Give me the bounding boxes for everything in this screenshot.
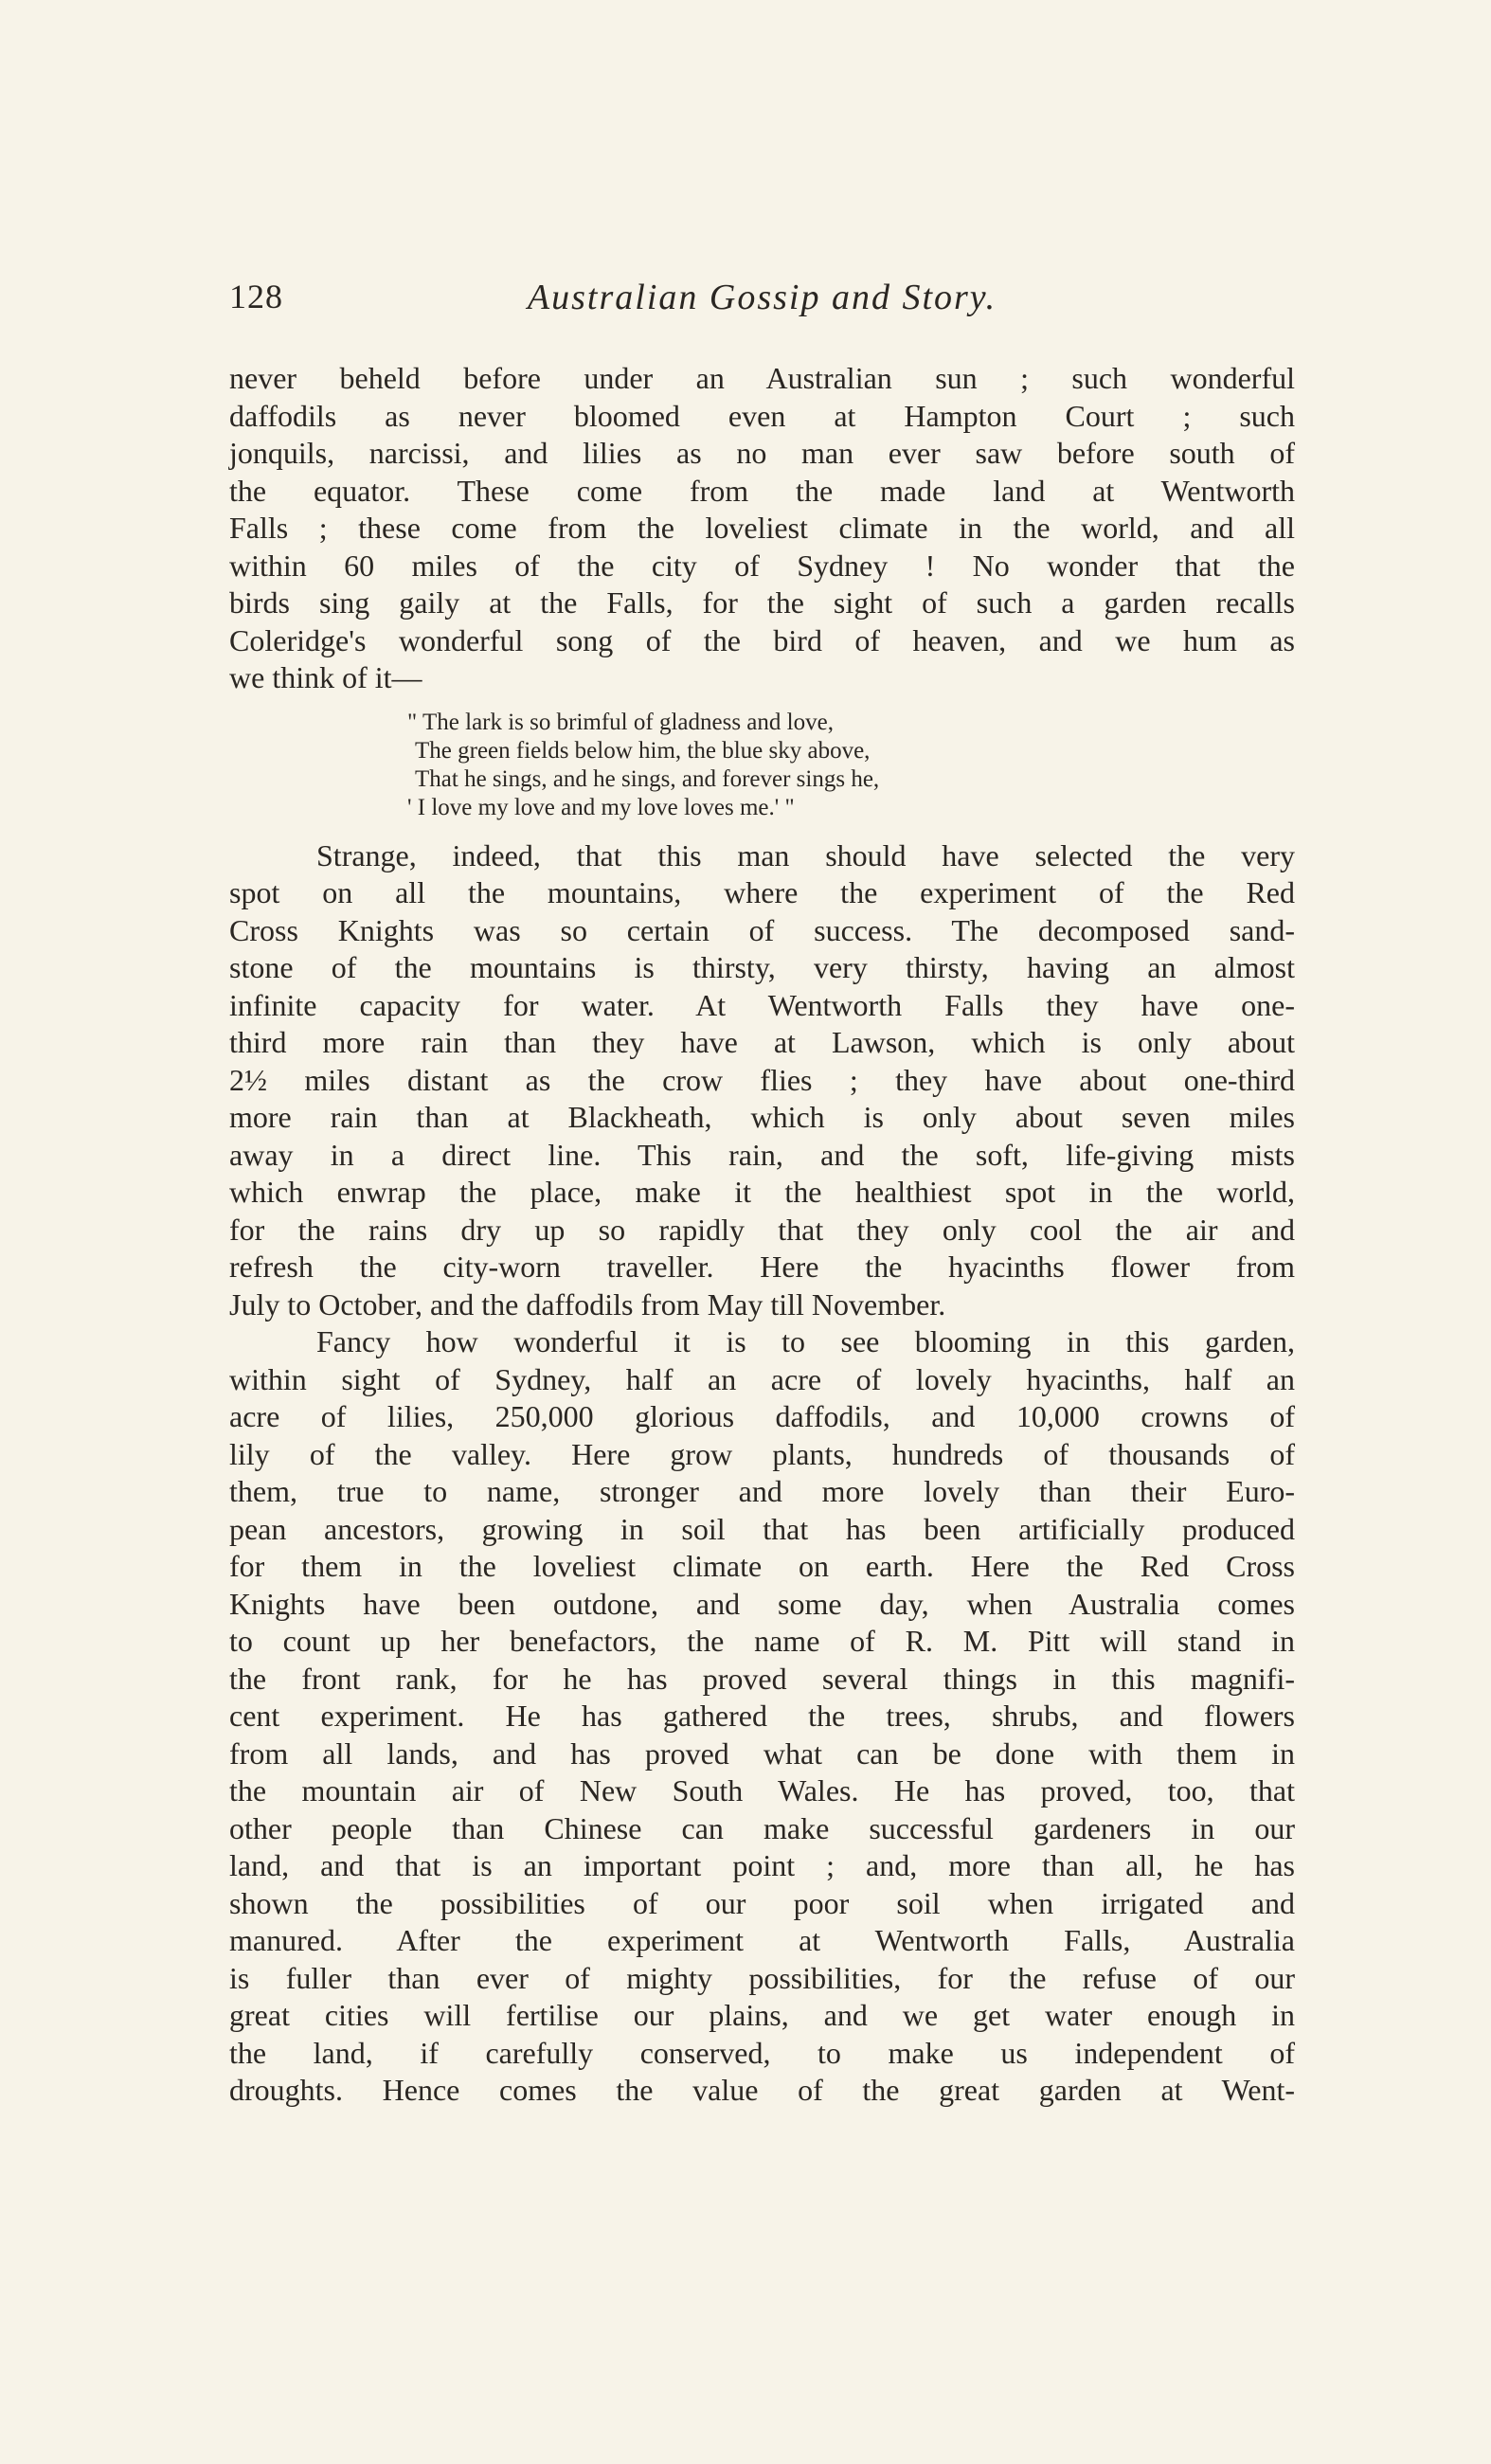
- text-line: the mountain air of New South Wales. He has proved, too, that: [229, 1773, 1295, 1808]
- text-line: for the rains dry up so rapidly that they only cool the air and: [229, 1212, 1295, 1247]
- text-line: Falls ; these come from the loveliest climate in the world, and all: [229, 511, 1295, 545]
- text-line: the equator. These come from the made land at Wentworth: [229, 473, 1295, 508]
- text-line: refresh the city-worn traveller. Here the hyacinths flower from: [229, 1250, 1295, 1284]
- paragraph-2: [229, 837, 1295, 1324]
- text-line: Cross Knights was so certain of success. The decomposed sand-: [229, 912, 1295, 947]
- text-line: Strange, indeed, that this man should have selected the very: [316, 837, 1295, 872]
- poem-line: That he sings, and he sings, and forever sings he,: [415, 765, 880, 792]
- text-line: lily of the valley. Here grow plants, hundreds of thousands of: [229, 1436, 1295, 1471]
- text-line: the land, if carefully conserved, to make us independent of: [229, 2035, 1295, 2070]
- text-line: more rain than at Blackheath, which is only about seven miles: [229, 1100, 1295, 1134]
- text-line: we think of it—: [229, 660, 422, 694]
- poem-line: " The lark is so brimful of gladness and love,: [407, 709, 834, 735]
- text-line: Knights have been outdone, and some day, when Australia comes: [229, 1586, 1295, 1621]
- text-line: for them in the loveliest climate on earth. Here the Red Cross: [229, 1549, 1295, 1583]
- text-line: jonquils, narcissi, and lilies as no man ever saw before south of: [229, 436, 1295, 470]
- text-line: infinite capacity for water. At Wentworth Falls they have one-: [229, 987, 1295, 1022]
- text-line: within sight of Sydney, half an acre of lovely hyacinths, half an: [229, 1361, 1295, 1396]
- poem-line: ' I love my love and my love loves me.' ": [407, 794, 795, 820]
- text-line: away in a direct line. This rain, and the soft, life-giving mists: [229, 1137, 1295, 1172]
- text-line: pean ancestors, growing in soil that has been artificially produced: [229, 1511, 1295, 1546]
- paragraph-3: [229, 1323, 1295, 2110]
- text-line: Coleridge's wonderful song of the bird of heaven, and we hum as: [229, 622, 1295, 657]
- text-line: is fuller than ever of mighty possibilities, for the refuse of our: [229, 1960, 1295, 1995]
- paragraph-1: [229, 360, 1295, 697]
- text-line: Fancy how wonderful it is to see blooming in this garden,: [316, 1324, 1295, 1358]
- running-head: [229, 277, 1295, 324]
- text-line: daffodils as never bloomed even at Hampton Court ; such: [229, 398, 1295, 433]
- text-line: which enwrap the place, make it the healthiest spot in the world,: [229, 1175, 1295, 1209]
- text-line: 2½ miles distant as the crow flies ; they have about one-third: [229, 1062, 1295, 1097]
- text-line: cent experiment. He has gathered the trees, shrubs, and flowers: [229, 1699, 1295, 1733]
- text-line: manured. After the experiment at Wentworth Falls, Australia: [229, 1923, 1295, 1957]
- text-line: great cities will fertilise our plains, and we get water enough in: [229, 1998, 1295, 2032]
- text-line: third more rain than they have at Lawson, which is only about: [229, 1025, 1295, 1059]
- poem-quote: [229, 709, 1295, 822]
- page-number: 128: [229, 278, 283, 315]
- text-line: the front rank, for he has proved several things in this magnifi-: [229, 1661, 1295, 1696]
- text-line: July to October, and the daffodils from May till November.: [229, 1286, 946, 1322]
- text-line: other people than Chinese can make successful gardeners in our: [229, 1810, 1295, 1845]
- body-text: [229, 360, 1295, 2110]
- text-line: within 60 miles of the city of Sydney ! No wonder that the: [229, 548, 1295, 583]
- text-line: from all lands, and has proved what can be done with them in: [229, 1736, 1295, 1771]
- text-line: acre of lilies, 250,000 glorious daffodils, and 10,000 crowns of: [229, 1399, 1295, 1433]
- text-line: droughts. Hence comes the value of the great garden at Went-: [229, 2073, 1295, 2107]
- text-line: never beheld before under an Australian sun ; such wonderful: [229, 361, 1295, 395]
- text-line: shown the possibilities of our poor soil when irrigated and: [229, 1885, 1295, 1920]
- text-line: them, true to name, stronger and more lovely than their Euro-: [229, 1474, 1295, 1508]
- text-line: stone of the mountains is thirsty, very thirsty, having an almost: [229, 950, 1295, 984]
- text-line: birds sing gaily at the Falls, for the sight of such a garden recalls: [229, 585, 1295, 620]
- poem-line: The green fields below him, the blue sky above,: [415, 737, 871, 764]
- text-line: to count up her benefactors, the name of R. M. Pitt will stand in: [229, 1624, 1295, 1658]
- text-line: land, and that is an important point ; and, more than all, he has: [229, 1848, 1295, 1882]
- text-line: spot on all the mountains, where the experiment of the Red: [229, 875, 1295, 909]
- running-title: Australian Gossip and Story.: [527, 278, 997, 317]
